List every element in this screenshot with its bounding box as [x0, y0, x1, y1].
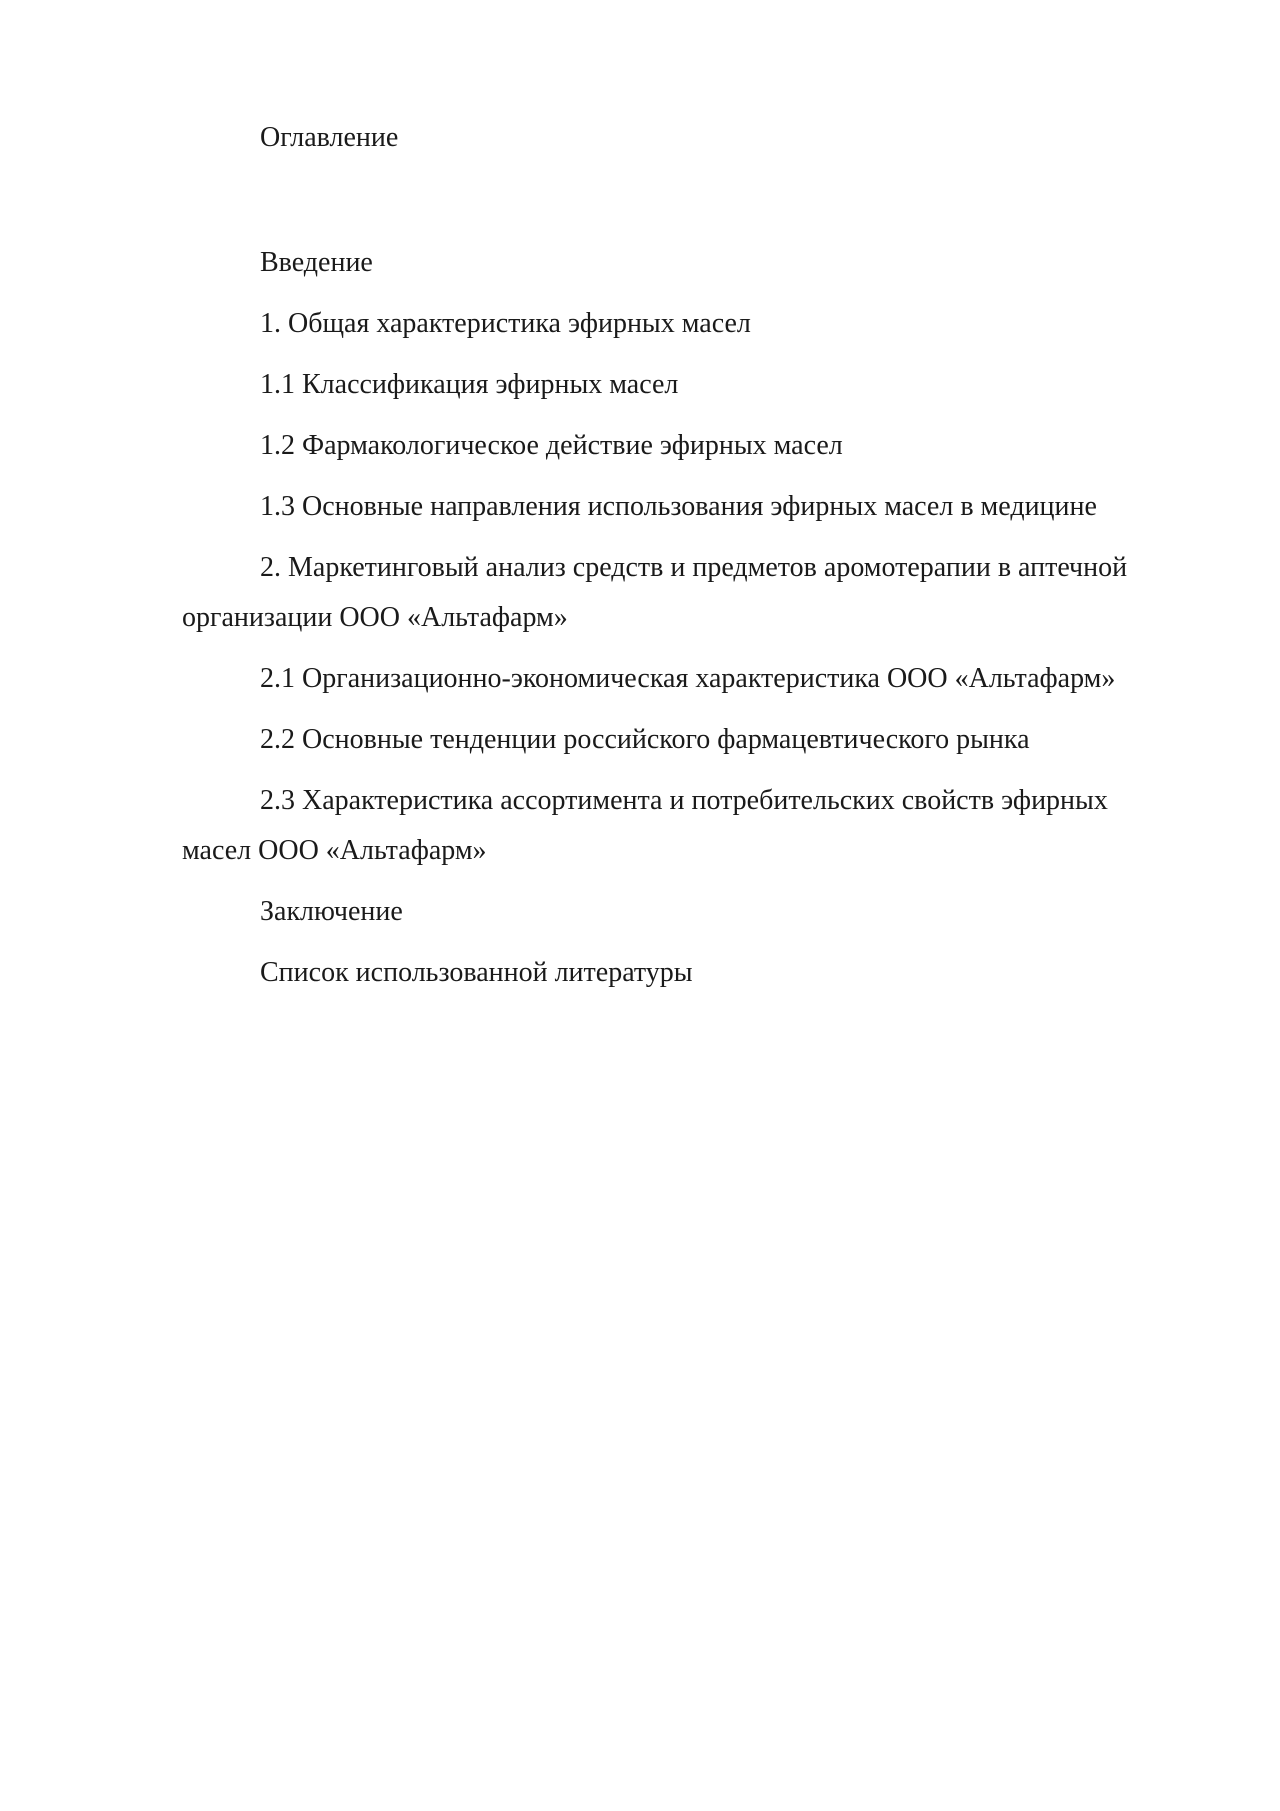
toc-item-2-3: 2.3 Характеристика ассортимента и потребительских свойств эфирных масел ООО «Альтафарм» — [182, 785, 1108, 866]
toc-item-1: 1. Общая характеристика эфирных масел — [260, 308, 751, 339]
toc-title: Оглавление — [260, 122, 399, 153]
toc-item-1-1: 1.1 Классификация эфирных масел — [260, 369, 679, 400]
toc-item-2-1: 2.1 Организационно-экономическая характеристика ООО «Альтафарм» — [260, 663, 1116, 694]
toc-item-introduction: Введение — [260, 247, 373, 278]
toc-list — [182, 238, 1182, 1009]
toc-item-2-2: 2.2 Основные тенденции российского фармацевтического рынка — [260, 724, 1030, 755]
toc-item-conclusion: Заключение — [260, 896, 403, 927]
toc-item-references: Список использованной литературы — [260, 957, 693, 988]
toc-item-1-2: 1.2 Фармакологическое действие эфирных масел — [260, 430, 843, 461]
toc-item-1-3: 1.3 Основные направления использования эфирных масел в медицине — [260, 491, 1097, 522]
toc-item-2: 2. Маркетинговый анализ средств и предметов аромотерапии в аптечной организации ООО «Альтафарм» — [182, 552, 1128, 633]
